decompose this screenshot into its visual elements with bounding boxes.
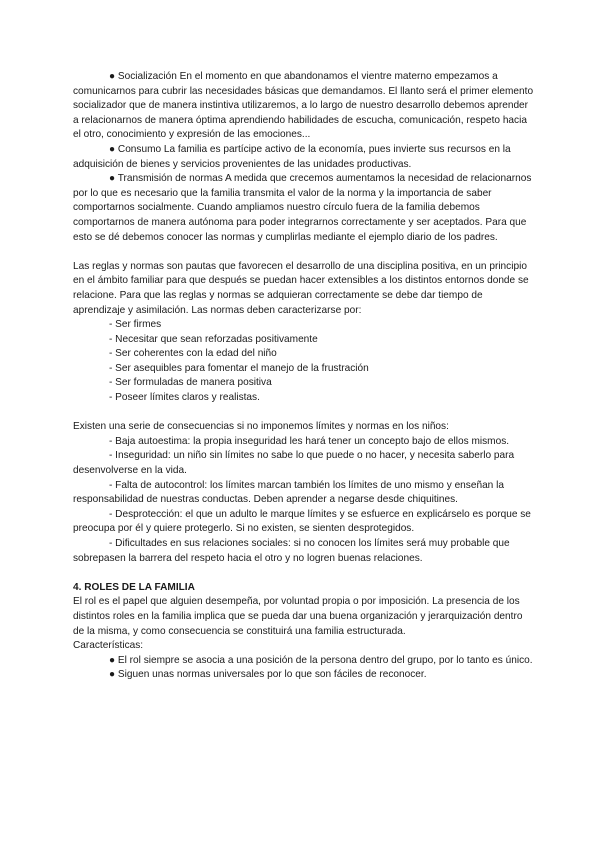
rules-list-item: - Necesitar que sean reforzadas positivamente xyxy=(109,333,318,345)
consequence-item: - Dificultades en sus relaciones sociales: si no conocen los límites será muy probable que sobrepasen la barrera del respeto hacia el otro y no logren buenas relaciones. xyxy=(73,538,510,564)
roles-paragraph: El rol es el papel que alguien desempeña, por voluntad propia o por imposición. La presencia de los distintos roles en la familia implica que se pueda dar una buena organización y jerarquización dentro de la misma, y como consecuencia se constituirá una familia estructurada. xyxy=(73,596,523,637)
characteristics-label: Características: xyxy=(73,640,144,652)
consequence-item: - Falta de autocontrol: los límites marcan también los límites de uno mismo y enseñan la responsabilidad de nuestras conductas. Deben aprender a negarse desde chiquitines. xyxy=(73,479,504,506)
rules-paragraph: Las reglas y normas son pautas que favorecen el desarrollo de una disciplina positiva, en un principio en el ámbito familiar para que después se puedan hacer extensibles a los distintos entornos donde se relacione. Para que las reglas y normas se adquieran correctamente se debe dar tiempo de aprendizaje y asimilación. Las normas deben caracterizarse por: xyxy=(73,260,529,316)
rules-list-item: - Ser coherentes con la edad del niño xyxy=(109,348,277,360)
bullet-socializacion: ● Socialización En el momento en que abandonamos el vientre materno empezamos a comunicarnos para cubrir las necesidades básicas que demandamos. El llanto será el primer elemento socializador que de manera instintiva utilizaremos, a lo largo de nuestro desarrollo debemos aprender a relacionarnos de manera óptima aprendiendo habilidades de escucha, comunicación, respeto hacia el otro, conocimiento y expresión de las emociones... xyxy=(73,71,534,141)
consequence-item: - Desprotección: el que un adulto le marque límites y se esfuerce en explicárselo es porque se preocupa por él y quiere protegerlo. Si no existen, se sienten desprotegidos. xyxy=(73,508,531,535)
spacer xyxy=(73,245,535,260)
spacer xyxy=(73,406,535,421)
rules-list-item: - Ser asequibles para fomentar el manejo de la frustración xyxy=(109,362,369,374)
consequences-intro: Existen una serie de consecuencias si no imponemos límites y normas en los niños: xyxy=(73,421,449,433)
rules-list-item: - Ser formuladas de manera positiva xyxy=(109,377,272,389)
bullet-consumo: ● Consumo La familia es partícipe activo de la economía, pues invierte sus recursos en la adquisición de bienes y servicios provenientes de las unidades productivas. xyxy=(73,143,511,170)
characteristic-item: ● Siguen unas normas universales por lo que son fáciles de reconocer. xyxy=(109,669,427,681)
characteristic-item: ● El rol siempre se asocia a una posición de la persona dentro del grupo, por lo tanto es único. xyxy=(109,654,533,666)
consequence-item: - Inseguridad: un niño sin límites no sabe lo que puede o no hacer, y necesita saberlo para desenvolverse en la vida. xyxy=(73,450,515,477)
bullet-transmision-normas: ● Transmisión de normas A medida que crecemos aumentamos la necesidad de relacionarnos por lo que es necesario que la familia transmita el valor de la norma y la importancia de saber comportarnos socialmente. Cuando ampliamos nuestro círculo fuera de la familia debemos comportarnos de manera autónoma para poder integrarnos correctamente y ser aceptados. Para que esto se dé debemos conocer las normas y cumplirlas mediante el ejemplo diario de los padres. xyxy=(73,173,532,243)
consequence-item: - Baja autoestima: la propia inseguridad les hará tener un concepto bajo de ellos mismos. xyxy=(109,435,510,447)
rules-list-item: - Ser firmes xyxy=(109,319,162,331)
rules-list-item: - Poseer límites claros y realistas. xyxy=(109,392,260,404)
section-heading: 4. ROLES DE LA FAMILIA xyxy=(73,581,195,593)
document-page xyxy=(73,70,535,683)
spacer xyxy=(73,566,535,581)
